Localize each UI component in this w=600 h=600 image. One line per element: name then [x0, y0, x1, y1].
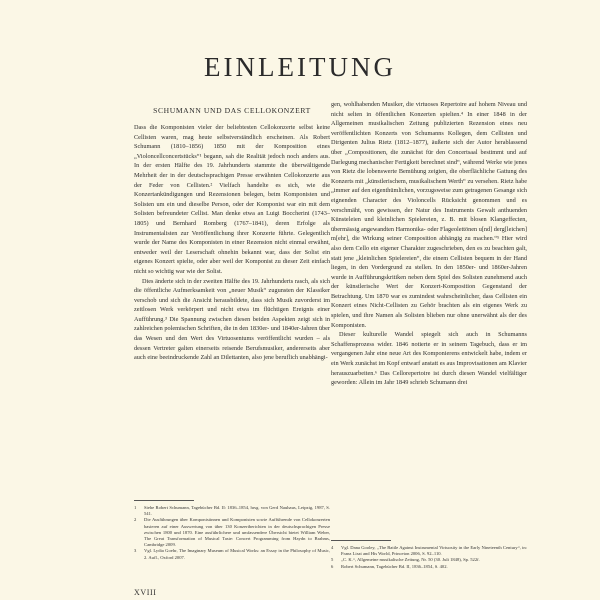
footnote: [331, 564, 527, 570]
footnote-text: Siehe Robert Schumann, Tagebücher Bd. II: 1836–1854, hrsg. von Gerd Nauhaus, Leipzig, 1987, S. 541.: [144, 505, 330, 517]
footnotes-left: [134, 500, 330, 561]
footnote-rule: [134, 500, 194, 501]
footnote-number: 6: [331, 563, 334, 569]
left-column: [134, 100, 330, 363]
footnotes-right: [331, 540, 527, 570]
footnote: [134, 548, 330, 560]
footnote: [134, 505, 330, 517]
footnote-text: Vgl. Dana Gooley, „The Battle Against Instrumental Virtuosity in the Early Nineteenth Century“, in: Franz Liszt and His World, Princeton 2006, S. 92–110.: [341, 545, 527, 557]
footnote: [331, 545, 527, 557]
section-heading: SCHUMANN UND DAS CELLOKONZERT: [153, 106, 311, 115]
footnote-number: 3: [134, 548, 137, 554]
footnote-number: 4: [331, 545, 334, 550]
footnote-rule: [331, 540, 391, 541]
footnote-text: Vgl. Lydia Goehr, The Imaginary Museum of Musical Works: an Essay in the Philosophy of Music, 2. Aufl., Oxford 2007.: [144, 548, 330, 560]
footnote-text: Die Ausführungen über Komponistinnen und Komponisten sowie Aufführende von Cellokonzerten basieren auf einer Auswertung von über 130 Konzertberichten in der deutschsprachigen Presse zwischen 1800 und 1870. Eine ausführlichere und umfassendere Übersicht bietet William Weber, The Great Transformation of Musical Taste: Concert Programming from Haydn to Brahms, Cambridge 2009.: [144, 517, 330, 548]
body-paragraph: Dass die Komponisten vieler der beliebtesten Cellokonzerte selbst keine Cellisten waren, mag heute selbstverständlich erscheinen. Als Robert Schumann (1810–1856) 1850 mit der Komposition eines „Violoncellconcertstücks“¹ begann, sah die Realität jedoch noch anders aus. In der ersten Hälfte des 19. Jahrhunderts stammte die überwältigende Mehrheit der in der deutschsprachigen Presse erwähnten Cellokonzerte aus der Feder von Cellisten.² Vielfach handelte es sich, wie die Konzertankündigungen und Rezensionen belegen, beim Komponisten und Solisten um ein und dieselbe Person, oder der Komponist war ein mit dem Solisten befreundeter Cellist. Man denke etwa an Luigi Boccherini (1743–1805) und Bernhard Romberg (1767–1841), deren Erfolge als Instrumentalisten zur Veröffentlichung ihrer Konzerte führte. Gelegentlich wurde der Name des Komponisten in einer Rezension nicht einmal erwähnt, entweder weil der Leserschaft ohnehin bekannt war, dass der Solist ein eigenes Konzert spielte, oder aber weil der Komponist zu dieser Zeit einfach nicht so wichtig war wie der Solist.: [134, 124, 330, 275]
footnote-number: 2: [134, 517, 137, 523]
footnote-number: 1: [134, 505, 137, 510]
body-paragraph: Dies änderte sich in der zweiten Hälfte des 19. Jahrhunderts rasch, als sich die öffentliche Aufmerksamkeit von „neuer Musik“ zugunsten der Klassiker verschob und sich die Ansicht herausbildete, dass sich Musik zuvorderst im zeitlosen Werk verkörpert und nicht etwa im flüchtigen Ereignis einer Aufführung.³ Die Spannung zwischen diesen beiden Aspekten zeigt sich in zahlreichen polemischen Schriften, die in den 1830er- und 1840er-Jahren über das Wesen und den Wert des Virtuosentums veröffentlicht wurden – als dessen Vertreter galten einerseits reisende Berufsmusiker, andererseits aber auch eine beeindruckende Zahl an Dilettanten, also jene beruflich unabhängi-: [134, 277, 330, 362]
footnote-text: Robert Schumann, Tagebücher Bd. II, 1836–1854, S. 402.: [341, 563, 448, 569]
body-paragraph: gen, wohlhabenden Musiker, die virtuoses Repertoire auf hohem Niveau und nicht selten in öffentlichen Konzerten spielten.⁴ In einer 1848 in der Allgemeinen musikalischen Zeitung publizierten Rezension eines neu veröffentlichten Konzerts von Schumanns Kollegen, dem Cellisten und Dirigenten Julius Rietz (1812–1877), äußerte sich der Autor herablassend über „Compositionen, die zunächst für den Concertsaal bestimmt und auf Darlegung mechanischer Fertigkeit berechnet sind“, während Werke wie jenes von Rietz die lobenswerte Bemühung zeigten, die oberflächliche Gattung des Konzerts mit „künstlerischem, musikalischem Werth“ zu versehen. Rietz habe „immer auf den eigenthümlichen, vorzugsweise zum getragenen Gesange sich eignenden Character des Violoncells Rücksicht genommen und es verschmäht, von gewissen, der Natur des Instruments Gewalt anthuenden Künsteleien und kleinlichen Spielereien, z. B. mit blosen Klangeffecten, übermässig angewandten Harmonika- oder Flageolettönen u[nd] derg[leichen] m[ehr], die Wirkung seiner Composition abhängig zu machen.“⁵ Hier wird also dem Cello ein eigener Charakter zugeschrieben, den es zu beachten galt, statt jene „kleinlichen Spielereien“, die einem Cellisten bequem in der Hand liegen, in den Vordergrund zu stellen. In den 1850er- und 1860er-Jahren wurde in Aufführungskritiken neben dem Spiel des Solisten zunehmend auch der künstlerische Wert der Konzert-Komposition Gegenstand der Betrachtung. Um 1870 war es zumindest wahrscheinlicher, dass Cellisten ein Konzert eines Nicht-Cellisten zu Gehör brachten als ein eigenes Werk zu spielen, und ihre Namen als Solisten blieben nur ohne unerwähnt als der des Komponisten.: [331, 101, 528, 329]
right-column: [331, 100, 527, 388]
page-number: XVIII: [134, 588, 157, 597]
page-title: EINLEITUNG: [204, 52, 396, 82]
footnote-number: 5: [331, 557, 334, 563]
body-paragraph: Dieser kulturelle Wandel spiegelt sich auch in Schumanns Schaffensprozess wider. 1846 notierte er in seinem Tagebuch, dass er im vergangenen Jahr eine neue Art des Komponierens entwickelt habe, indem er ein Werk zunächst im Kopf entwarf anstatt es aus Improvisationen am Klavier herauszuarbeiten.⁶ Das Cellorepertoire ist durch diesen Wandel vielfältiger geworden: Allein im Jahr 1849 schrieb Schumann drei: [331, 331, 527, 387]
footnote-text: „C. K.“, Allgemeine musikalische Zeitung, Nr. 50 (30. Juli 1848), Sp. 522f.: [341, 557, 480, 563]
footnote: [134, 517, 330, 548]
